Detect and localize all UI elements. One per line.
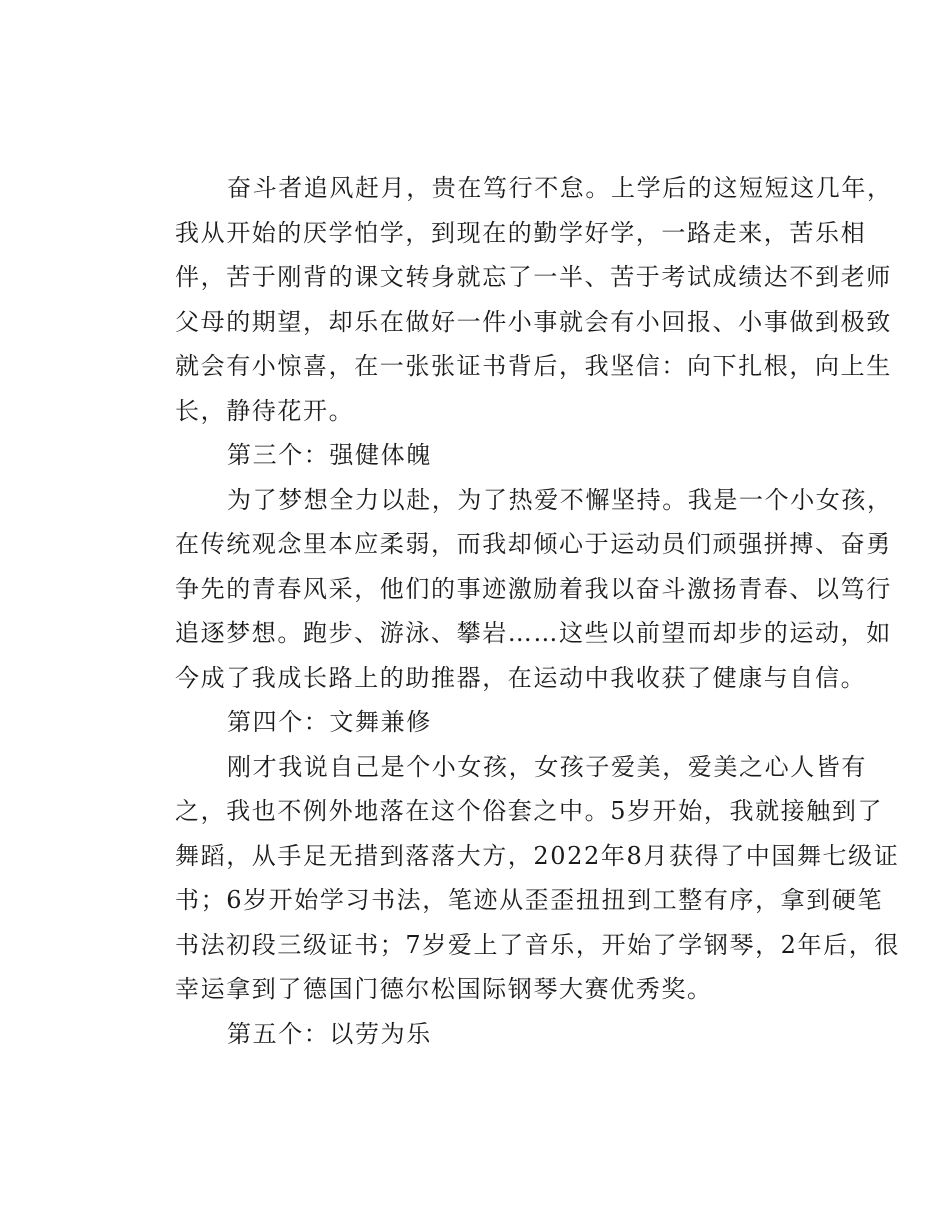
text-line: 书法初段三级证书；7岁爱上了音乐，开始了学钢琴，2年后，很 <box>175 930 900 959</box>
text-line: 书；6岁开始学习书法，笔迹从歪歪扭扭到工整有序，拿到硬笔 <box>175 886 884 914</box>
paragraph-fitness <box>123 478 893 701</box>
text-line: 幸运拿到了德国门德尔松国际钢琴大赛优秀奖。 <box>175 975 713 1003</box>
section-heading-text: 第五个：以劳为乐 <box>227 1019 432 1048</box>
text-line: 奋斗者追风赶月，贵在笃行不怠。上学后的这短短这几年， <box>227 174 893 202</box>
text-line: 今成了我成长路上的助推器，在运动中我收获了健康与自信。 <box>175 663 867 692</box>
section-heading-3 <box>123 433 833 478</box>
document-body <box>123 166 900 1056</box>
section-heading-text: 第四个：文舞兼修 <box>227 708 432 736</box>
text-line: 之，我也不例外地落在这个俗套之中。5岁开始，我就接触到了 <box>175 797 884 825</box>
section-heading-text: 第三个：强健体魄 <box>227 441 432 469</box>
text-line: 长，静待花开。 <box>175 396 355 425</box>
paragraph-arts <box>123 745 900 1012</box>
text-line: 追逐梦想。跑步、游泳、攀岩……这些以前望而却步的运动，如 <box>175 619 892 647</box>
text-line: 父母的期望，却乐在做好一件小事就会有小回报、小事做到极致 <box>175 307 892 336</box>
paragraph-study <box>123 166 893 433</box>
section-heading-5 <box>123 1012 833 1057</box>
text-line: 舞蹈，从手足无措到落落大方，2022年8月获得了中国舞七级证 <box>175 841 900 870</box>
text-line: 刚才我说自己是个小女孩，女孩子爱美，爱美之心人皆有 <box>227 752 867 781</box>
text-line: 伴，苦于刚背的课文转身就忘了一半、苦于考试成绩达不到老师 <box>175 263 892 291</box>
text-line: 就会有小惊喜，在一张张证书背后，我坚信：向下扎根，向上生 <box>175 352 892 380</box>
text-line: 在传统观念里本应柔弱，而我却倾心于运动员们顽强拼搏、奋勇 <box>175 530 892 558</box>
text-line: 为了梦想全力以赴，为了热爱不懈坚持。我是一个小女孩， <box>227 485 893 514</box>
text-line: 我从开始的厌学怕学，到现在的勤学好学，一路走来，苦乐相 <box>175 218 867 247</box>
text-line: 争先的青春风采，他们的事迹激励着我以奋斗激扬青春、以笃行 <box>175 574 892 603</box>
section-heading-4 <box>123 700 833 745</box>
